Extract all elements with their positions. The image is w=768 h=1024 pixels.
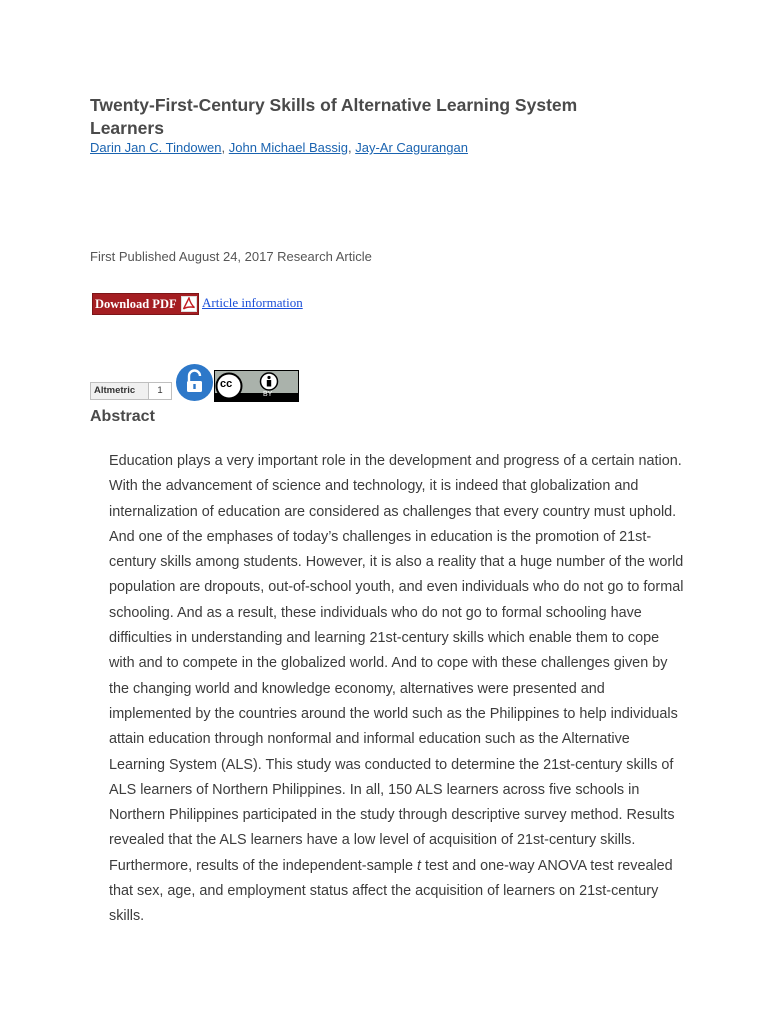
publication-info: First Published August 24, 2017 Research Article (90, 249, 372, 264)
altmetric-count: 1 (149, 383, 171, 399)
abstract-text-part: test and one-way ANOVA test revealed that sex, age, and employment status affect the acquisition of learners on 21st-century skills. (109, 857, 673, 925)
open-access-lock-icon (176, 364, 213, 401)
pdf-icon (181, 296, 197, 312)
creative-commons-icon[interactable] (214, 370, 299, 402)
abstract-text (109, 449, 684, 930)
altmetric-label: Altmetric (91, 383, 149, 399)
abstract-heading: Abstract (90, 408, 155, 425)
author-link[interactable]: John Michael Bassig (228, 140, 348, 155)
article-title: Twenty-First-Century Skills of Alternative Learning System Learners (90, 95, 578, 138)
author-separator: , (221, 140, 229, 155)
author-link[interactable]: Jay-Ar Cagurangan (355, 140, 468, 155)
abstract-text-part: Education plays a very important role in the development and progress of a certain nation. With the advancement of science and technology, it is indeed that globalization and internalization of education are considered as challenges that every country must uphold. And one of the emphases of today’s challenges in education is the promotion of 21st-century skills among students. However, it is also a reality that a huge number of the world population are dropouts, out-of-school youth, and even individuals who do not go to formal schooling. And as a result, these individuals who do not go to formal schooling have difficulties in understanding and learning 21st-century skills which enable them to cope with and to compete in the globalized world. And to cope with these challenges given by the changing world and knowledge economy, alternatives were presented and implemented by the countries around the world such as the Philippines to help individuals attain education through nonformal and informal education such as the Alternative Learning System (ALS). This study was conducted to determine the 21st-century skills of ALS learners of Northern Philippines. In all, 150 ALS learners across five schools in Northern Philippines participated in the study through descriptive survey method. Results revealed that the ALS learners have a low level of acquisition of 21st-century skills. Furthermore, results of the independent-sample (109, 453, 684, 874)
altmetric-badge[interactable] (90, 382, 172, 400)
author-list (90, 139, 468, 156)
abstract-italic-t: t (416, 857, 421, 874)
cc-by-label: BY (263, 391, 273, 398)
download-pdf-button[interactable] (92, 293, 199, 315)
article-information-link[interactable]: Article information (202, 295, 303, 310)
download-pdf-label: Download PDF (95, 297, 177, 311)
author-link[interactable]: Darin Jan C. Tindowen (90, 140, 222, 155)
cc-symbol-text: cc (220, 378, 233, 390)
author-separator: , (347, 140, 356, 155)
